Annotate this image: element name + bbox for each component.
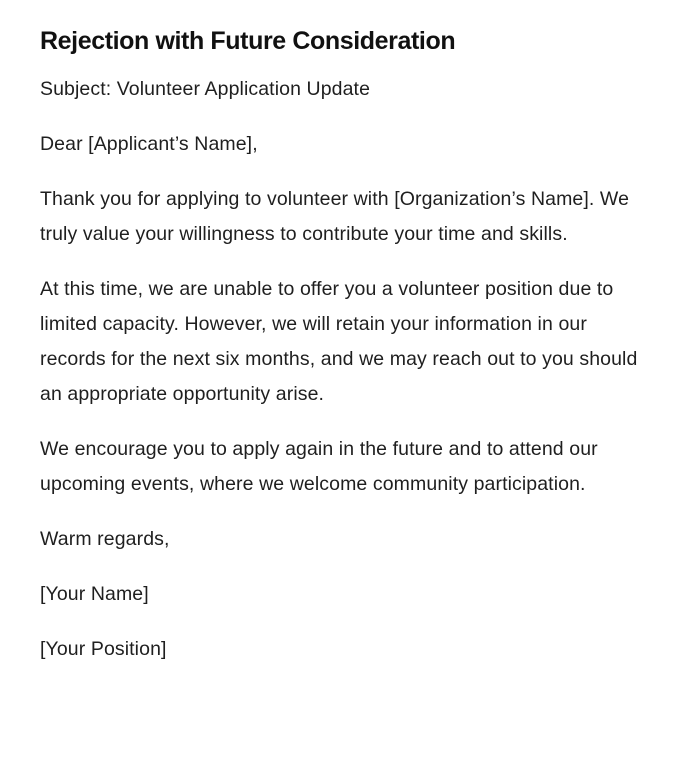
salutation: Dear [Applicant’s Name], [40, 133, 258, 155]
letter-document [40, 24, 650, 687]
signature-name: [Your Name] [40, 583, 149, 605]
signature-position: [Your Position] [40, 638, 167, 660]
document-title: Rejection with Future Consideration [40, 27, 456, 55]
body-paragraph-encouragement: We encourage you to apply again in the future and to attend our upcoming events, where we welcome community participation. [40, 438, 598, 495]
body-paragraph-decision: At this time, we are unable to offer you a volunteer position due to limited capacity. However, we will retain your information in our records for the next six months, and we may reach out to you should an appropriate opportunity arise. [40, 278, 638, 405]
subject-line: Subject: Volunteer Application Update [40, 78, 371, 100]
closing: Warm regards, [40, 528, 170, 550]
body-paragraph-thanks: Thank you for applying to volunteer with [Organization’s Name]. We truly value your willingness to contribute your time and skills. [40, 188, 630, 245]
